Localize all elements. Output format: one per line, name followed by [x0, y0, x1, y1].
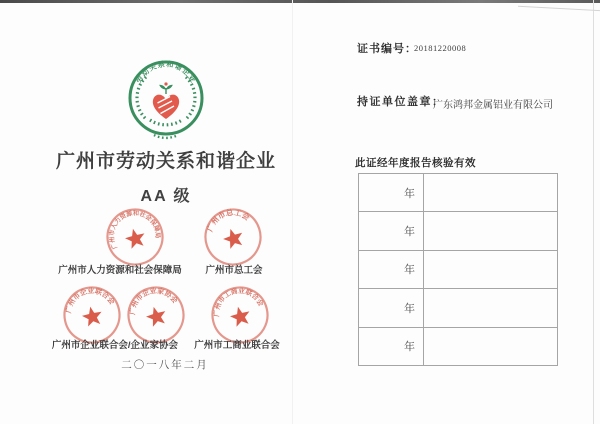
year-cell: 年 [359, 250, 424, 288]
holder-stamp-label: 持证单位盖章： [357, 96, 445, 108]
holder-company-name: 广东鸿邦金属铝业有限公司 [433, 100, 553, 111]
blank-cell [424, 174, 558, 212]
cert-number-value: 20181220008 [414, 43, 467, 53]
scan-edge-diagonal [518, 6, 600, 11]
blank-cell [424, 250, 558, 288]
year-cell: 年 [359, 327, 424, 365]
blank-cell [424, 212, 558, 250]
sprout-bud [164, 82, 167, 85]
annual-verification-table [358, 173, 558, 366]
sprout-leaf-left [159, 85, 166, 90]
table-row [359, 212, 558, 250]
seal-star-icon [228, 304, 252, 327]
year-cell: 年 [359, 212, 424, 250]
annual-verification-note: 此证经年度报告核验有效 [355, 157, 476, 169]
table-row [359, 250, 558, 288]
blank-cell [424, 289, 558, 327]
year-cell: 年 [359, 174, 424, 212]
scan-edge-top [0, 0, 600, 3]
table-row [359, 327, 558, 365]
certificate-title: 广州市劳动关系和谐企业 [55, 151, 276, 172]
seal-caption-industry-commerce: 广州市工商业联合会 [194, 340, 280, 351]
scan-edge-right [593, 0, 594, 424]
table-row [359, 289, 558, 327]
seal-star-icon [221, 226, 246, 250]
page-fold-line [292, 0, 293, 424]
seal-star-icon [80, 305, 104, 328]
seal-caption-trade-union: 广州市总工会 [205, 265, 263, 276]
blank-cell [424, 327, 558, 365]
svg-text:广州市企业家协会: 广州市企业家协会 [129, 287, 179, 316]
sprout-leaf-right [166, 85, 173, 90]
seal-caption-enterprise-confederation: 广州市企业联合会/企业家协会 [51, 340, 179, 351]
emblem-arc-text: 劳动关系和谐企业 [133, 59, 199, 85]
laurel-bottom [150, 120, 182, 125]
seal-star-icon [123, 226, 147, 249]
svg-text:广州市总工会: 广州市总工会 [205, 207, 252, 233]
table-row [359, 174, 558, 212]
cert-number-label: 证书编号： [357, 43, 417, 55]
svg-text:广州市人力资源和社会保障局: 广州市人力资源和社会保障局 [108, 209, 161, 251]
seal-star-icon [144, 304, 168, 328]
svg-text:广州市企业联合会: 广州市企业联合会 [65, 287, 116, 314]
harmonious-labor-emblem-icon [127, 58, 205, 142]
seal-caption-hr-bureau: 广州市人力资源和社会保障局 [58, 265, 182, 276]
issue-date: 二〇一八年二月 [121, 359, 209, 371]
grade-line: AA 级 [140, 188, 192, 205]
year-cell: 年 [359, 289, 424, 327]
svg-text:广州市工商业联合会: 广州市工商业联合会 [213, 287, 265, 317]
